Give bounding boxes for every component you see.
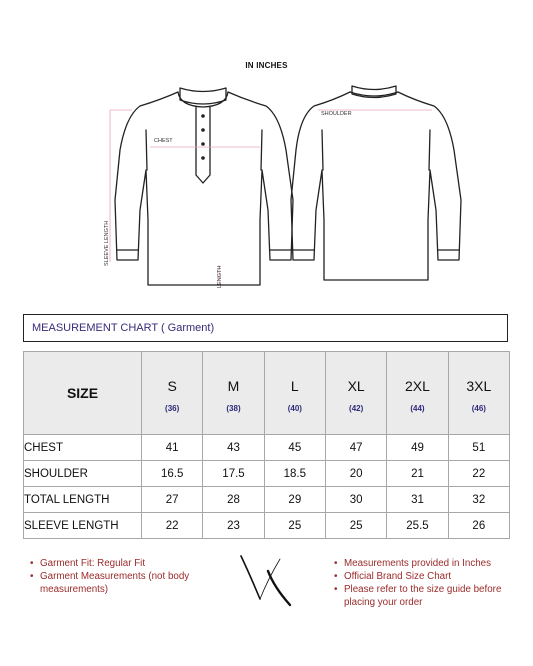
sleeve-length-label: SLEEVE LENGTH [104,220,110,266]
size-number: (42) [349,403,364,413]
row-label: SLEEVE LENGTH [24,513,142,539]
table-cell: 31 [387,487,448,513]
size-column-3xl [448,352,509,435]
table-cell: 51 [448,435,509,461]
table-cell: 26 [448,513,509,539]
table-cell: 45 [264,435,325,461]
table-row [24,435,510,461]
size-column-xl [325,352,386,435]
list-item: • Please refer to the size guide before placing your order [333,583,523,609]
size-label: L [290,377,299,394]
measurement-guides [110,110,432,285]
table-cell: 22 [142,513,203,539]
units-title: IN INCHES [245,61,288,70]
table-cell: 29 [264,487,325,513]
list-item: • Garment Fit: Regular Fit [29,557,229,570]
table-cell: 23 [203,513,264,539]
chart-title: MEASUREMENT CHART ( Garment) [23,314,508,342]
table-cell: 27 [142,487,203,513]
row-label: SHOULDER [24,461,142,487]
chest-label: CHEST [154,138,173,144]
size-label: 3XL [466,377,492,394]
shoulder-label: SHOULDER [321,111,352,117]
list-item: • Measurements provided in Inches [333,557,523,570]
list-item: • Official Brand Size Chart [333,570,523,583]
table-cell: 25.5 [387,513,448,539]
size-label: XL [347,377,365,394]
table-cell: 49 [387,435,448,461]
table-cell: 41 [142,435,203,461]
garment-diagram [0,70,533,300]
table-row [24,487,510,513]
table-cell: 16.5 [142,461,203,487]
table-cell: 32 [448,487,509,513]
table-cell: 25 [264,513,325,539]
size-number: (46) [471,403,486,413]
size-number: (36) [165,403,180,413]
table-cell: 22 [448,461,509,487]
row-label: TOTAL LENGTH [24,487,142,513]
fit-notes-list [29,557,229,596]
table-row [24,461,510,487]
measurement-notes-list [333,557,523,609]
size-number: (40) [287,403,302,413]
front-shirt-drawing [115,88,293,285]
table-cell: 28 [203,487,264,513]
list-item: • Garment Measurements (not body measurements) [29,570,229,596]
table-cell: 18.5 [264,461,325,487]
size-label: S [167,377,177,394]
size-label: 2XL [405,377,430,394]
size-column-l [264,352,325,435]
size-number: (44) [410,403,425,413]
size-number: (38) [226,403,241,413]
table-cell: 30 [325,487,386,513]
table-cell: 47 [325,435,386,461]
table-cell: 21 [387,461,448,487]
size-column-m [203,352,264,435]
length-label: LENGTH [217,265,223,288]
table-row [24,513,510,539]
size-label: M [227,377,240,394]
table-cell: 20 [325,461,386,487]
size-column-2xl [387,352,448,435]
front-buttons [201,114,205,160]
table-cell: 25 [325,513,386,539]
back-shirt-drawing [291,86,461,280]
brand-logo [238,553,294,609]
table-cell: 43 [203,435,264,461]
size-table [23,351,510,539]
table-cell: 17.5 [203,461,264,487]
row-label: CHEST [24,435,142,461]
size-column-s [142,352,203,435]
size-header: SIZE [24,352,142,435]
table-header-row [24,352,510,435]
